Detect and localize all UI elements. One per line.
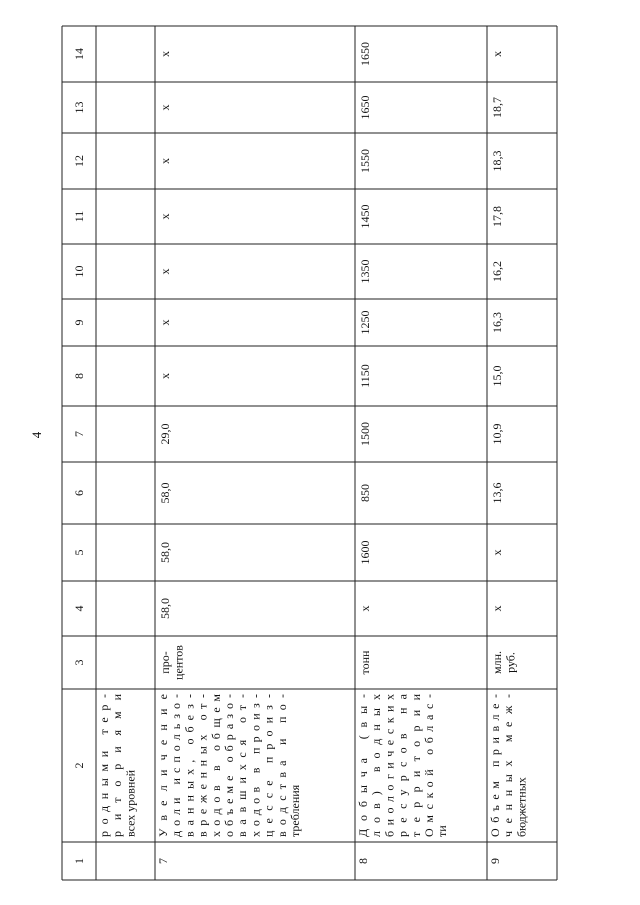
row2-cell-c13 (358, 96, 372, 120)
row2-cell-c5 (358, 541, 372, 565)
row3-cell-c7-line: 10,9 (490, 423, 504, 445)
row2-cell-c8 (358, 364, 372, 388)
row1-cell-c2-line: цессе произ- (261, 694, 276, 837)
row1-cell-c6-line: 58,0 (158, 482, 172, 504)
row1-cell-c2-line: требления (288, 784, 302, 837)
row2-cell-c8-line: 1150 (358, 364, 372, 388)
header-cell-9-line: 9 (72, 319, 86, 326)
row1-cell-c2-line: объеме образо- (222, 694, 236, 837)
row3-cell-c13-line: 18,7 (490, 97, 504, 118)
row1-cell-c8-line: x (158, 373, 172, 379)
header-cell-13-line: 13 (72, 101, 86, 114)
header-cell-12-line: 12 (72, 155, 86, 167)
header-cell-9 (72, 320, 86, 326)
header-cell-5-line: 5 (72, 549, 86, 556)
row0-cell-c2 (97, 693, 137, 837)
row2-cell-c6 (358, 484, 372, 502)
row1-cell-c3 (158, 645, 185, 680)
header-cell-5 (72, 550, 86, 556)
row3-cell-c5-line: x (490, 549, 504, 556)
header-cell-14-line: 14 (72, 48, 86, 60)
row1-cell-c14 (158, 51, 172, 57)
row2-cell-c10-line: 1350 (358, 259, 372, 284)
row2-cell-c11-line: 1450 (358, 204, 372, 229)
header-cell-6-line: 6 (72, 490, 86, 496)
row1-cell-c2-line: водства и по- (274, 694, 289, 837)
row1-cell-c3-line: про- (158, 651, 172, 674)
row2-cell-c11 (358, 205, 372, 229)
header-cell-11-line: 11 (72, 210, 86, 223)
row3-cell-c3-line: руб. (503, 652, 518, 673)
row2-cell-c1-line: 8 (356, 858, 370, 864)
header-cell-6 (72, 490, 86, 496)
row1-cell-c2 (156, 694, 302, 837)
row2-cell-c3 (358, 650, 372, 675)
header-cell-2-line: 2 (72, 762, 86, 769)
row2-cell-c14 (358, 42, 372, 66)
row1-cell-c1-line: 7 (156, 858, 170, 864)
header-cell-11 (72, 211, 86, 223)
header-cell-14 (72, 48, 86, 60)
row3-cell-c4-line: x (490, 605, 504, 612)
row1-cell-c4-line: 58,0 (158, 598, 172, 619)
row2-cell-c2-line: ти (435, 825, 450, 837)
row1-cell-c11 (158, 214, 172, 220)
row0-cell-c2-line: родными тер- (97, 694, 111, 837)
row3-cell-c2-line: ченных меж- (501, 694, 516, 837)
row2-cell-c14-line: 1650 (358, 42, 372, 66)
row1-cell-c8 (158, 373, 172, 379)
row0-cell-c2-line: риториями (110, 694, 125, 837)
row2-cell-c10 (358, 260, 372, 284)
header-cell-10 (72, 266, 86, 278)
row3-cell-c2 (488, 694, 528, 837)
row1-cell-c2-line: ванных, обез- (182, 694, 197, 837)
row3-cell-c10-line: 16,2 (490, 261, 504, 282)
row1-cell-c10 (158, 269, 172, 275)
header-cell-1-line: 1 (72, 858, 86, 864)
header-cell-3 (72, 660, 86, 666)
header-cell-13 (72, 102, 86, 114)
row3-cell-c2-line: бюджетных (514, 777, 529, 837)
row1-cell-c7-line: 29,0 (158, 423, 172, 445)
row2-cell-c12-line: 1550 (358, 149, 372, 173)
row3-cell-c8-line: 15,0 (490, 365, 504, 387)
row1-cell-c2-line: Увеличение (156, 694, 170, 837)
row2-cell-c12 (358, 149, 372, 173)
row1-cell-c2-line: доли использо- (169, 694, 184, 837)
row3-cell-c8 (490, 366, 504, 387)
row1-cell-c10-line: x (158, 268, 172, 275)
row2-cell-c13-line: 1650 (358, 95, 372, 120)
header-cell-8 (72, 373, 86, 379)
row1-cell-c11-line: x (158, 213, 172, 220)
row3-cell-c12 (490, 151, 504, 172)
row1-cell-c3-line: центов (171, 645, 186, 680)
row1-cell-c6 (158, 483, 172, 504)
header-cell-2 (72, 763, 86, 769)
row3-cell-c2-line: Объем привле- (488, 694, 502, 837)
row1-cell-c13-line: x (158, 104, 172, 111)
row1-cell-c1 (156, 858, 170, 864)
row3-cell-c5 (490, 550, 504, 556)
page-number: 4 (29, 431, 44, 439)
row1-cell-c5-line: 58,0 (158, 542, 172, 563)
row0-cell-c2-line: всех уровней (123, 769, 138, 837)
row3-cell-c11-line: 17,8 (490, 206, 504, 227)
row2-cell-c7-line: 1500 (358, 422, 372, 446)
row3-cell-c7 (490, 424, 504, 445)
row3-cell-c14-line: x (490, 51, 504, 57)
row3-cell-c1-line: 9 (488, 858, 502, 864)
row2-cell-c2-line: территории (408, 694, 423, 837)
row2-cell-c2-line: лов) водных (369, 694, 384, 837)
header-cell-3-line: 3 (72, 659, 86, 666)
row1-cell-c12 (158, 158, 172, 164)
row1-cell-c7 (158, 424, 172, 445)
row1-cell-c2-line: ходов в произ- (248, 694, 263, 837)
row3-cell-c3 (490, 651, 517, 674)
row1-cell-c5 (158, 542, 172, 563)
row1-cell-c14-line: x (158, 51, 172, 57)
header-cell-12 (72, 155, 86, 167)
row2-cell-c3-line: тонн (358, 650, 372, 675)
row2-cell-c2-line: Добыча (вы- (356, 694, 370, 837)
row1-cell-c9-line: x (158, 319, 172, 326)
row2-cell-c4-line: x (358, 605, 372, 612)
row1-cell-c12-line: x (158, 158, 172, 164)
header-cell-10-line: 10 (72, 265, 86, 278)
row2-cell-c1 (356, 858, 370, 864)
row3-cell-c6 (490, 483, 504, 504)
header-cell-7-line: 7 (72, 431, 86, 437)
row3-cell-c6-line: 13,6 (490, 482, 504, 504)
row2-cell-c2-line: Омской облас- (422, 694, 436, 837)
row1-cell-c2-line: вреженных от- (195, 694, 210, 837)
row1-cell-c4 (158, 598, 172, 619)
row3-cell-c12-line: 18,3 (490, 150, 504, 172)
header-cell-4 (72, 606, 86, 612)
row2-cell-c9 (358, 311, 372, 335)
row2-cell-c9-line: 1250 (358, 310, 372, 335)
row3-cell-c4 (490, 606, 504, 612)
header-cell-4-line: 4 (72, 605, 86, 612)
header-cell-1 (72, 858, 86, 864)
row2-cell-c5-line: 1600 (358, 540, 372, 565)
row1-cell-c9 (158, 320, 172, 326)
row2-cell-c4 (358, 606, 372, 612)
row3-cell-c14 (490, 51, 504, 57)
row3-cell-c11 (490, 206, 504, 227)
row3-cell-c3-line: млн. (490, 650, 504, 675)
row3-cell-c10 (490, 261, 504, 282)
row2-cell-c2 (356, 693, 449, 837)
header-cell-8-line: 8 (72, 373, 86, 379)
row3-cell-c9-line: 16,3 (490, 312, 504, 333)
row2-cell-c2-line: ресурсов на (395, 694, 410, 837)
row1-cell-c2-line: ходов в общем (208, 694, 223, 837)
row3-cell-c9 (490, 312, 504, 333)
row3-cell-c1 (488, 858, 502, 864)
header-cell-7 (72, 431, 86, 437)
row1-cell-c13 (158, 105, 172, 111)
row1-cell-c2-line: вавшихся от- (235, 694, 250, 837)
row2-cell-c2-line: биологических (382, 694, 397, 837)
row2-cell-c7 (358, 422, 372, 446)
row2-cell-c6-line: 850 (358, 484, 372, 502)
row3-cell-c13 (490, 97, 504, 118)
